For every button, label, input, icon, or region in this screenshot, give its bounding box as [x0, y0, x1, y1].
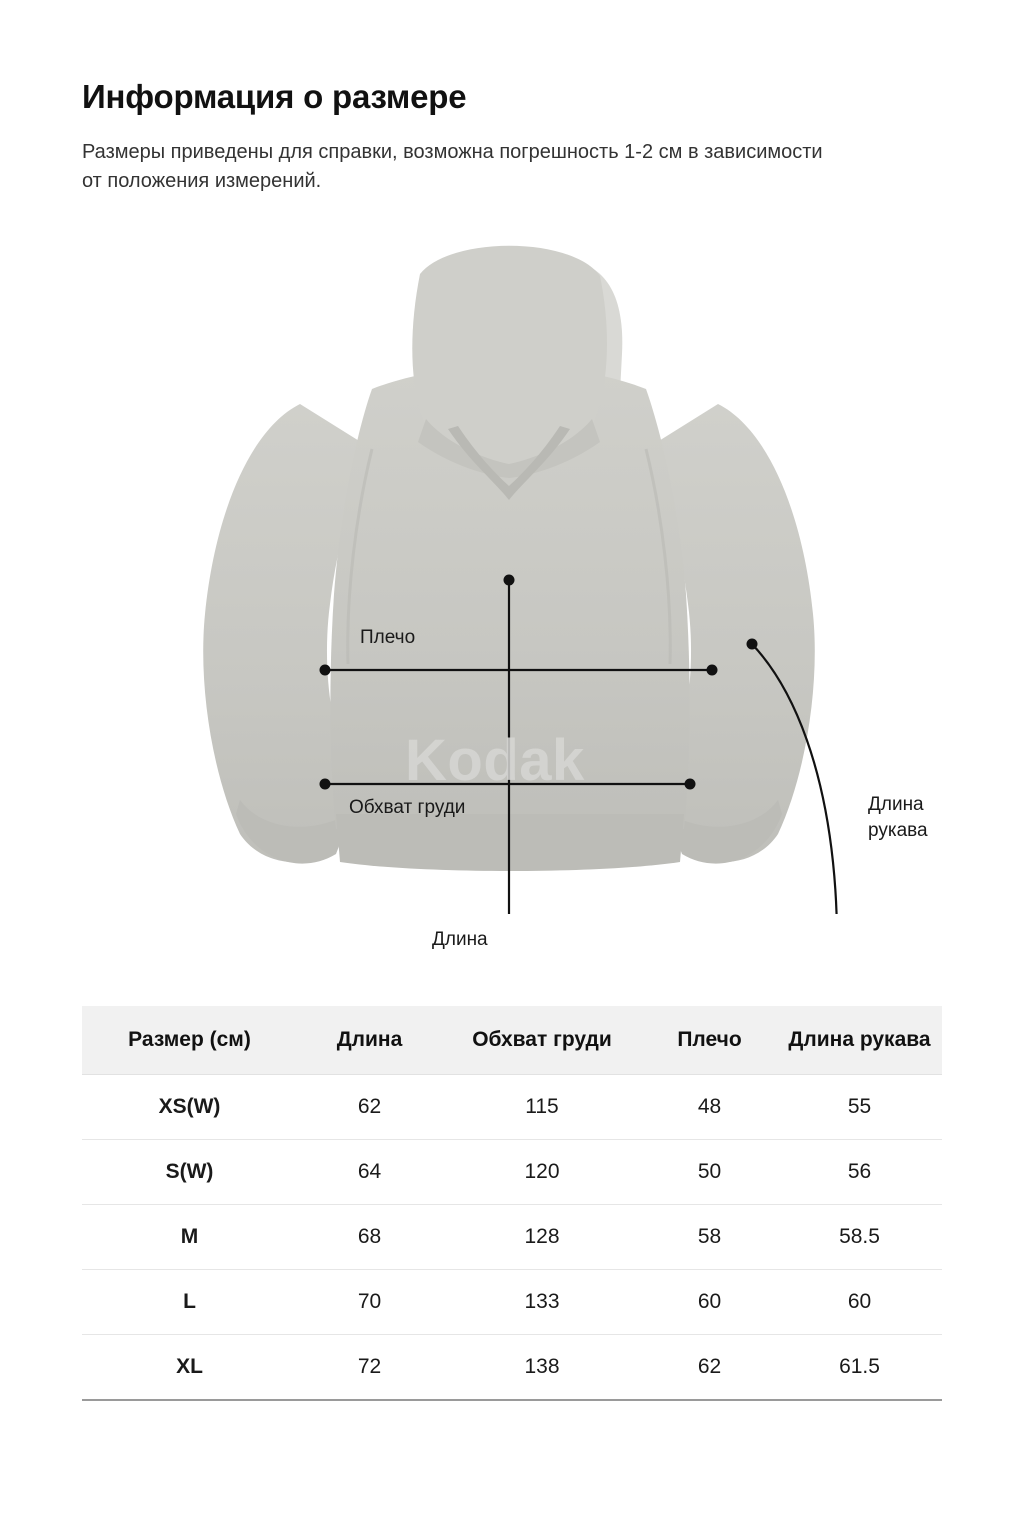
cell-shoulder: 62 — [642, 1335, 777, 1401]
page-title: Информация о размере — [82, 78, 467, 115]
header — [0, 0, 1024, 196]
cell-shoulder: 48 — [642, 1075, 777, 1140]
header-size: Размер (см) — [82, 1006, 297, 1075]
cell-length: 62 — [297, 1075, 442, 1140]
table-row — [82, 1075, 942, 1140]
sleeve-top-dot — [747, 639, 758, 650]
chest-left-dot — [320, 779, 331, 790]
table-row — [82, 1205, 942, 1270]
cell-chest: 138 — [442, 1335, 642, 1401]
cell-sleeve: 55 — [777, 1075, 942, 1140]
cell-length: 72 — [297, 1335, 442, 1401]
cell-sleeve: 58.5 — [777, 1205, 942, 1270]
hoodie-measurement-illustration — [0, 214, 1024, 950]
shoulder-right-dot — [707, 665, 718, 676]
brand-print: Kodak — [405, 728, 585, 793]
cell-size: S(W) — [82, 1140, 297, 1205]
header-chest: Обхват груди — [442, 1006, 642, 1075]
cell-chest: 120 — [442, 1140, 642, 1205]
cell-chest: 128 — [442, 1205, 642, 1270]
page-subtitle: Размеры приведены для справки, возможна погрешность 1-2 см в зависимости от положения измерений. — [82, 141, 823, 192]
cell-length: 64 — [297, 1140, 442, 1205]
cell-shoulder: 60 — [642, 1270, 777, 1335]
cell-sleeve: 56 — [777, 1140, 942, 1205]
cell-chest: 115 — [442, 1075, 642, 1140]
header-length: Длина — [297, 1006, 442, 1075]
size-table — [82, 1006, 942, 1401]
table-header-row — [82, 1006, 942, 1075]
length-top-dot — [504, 575, 515, 586]
cell-size: XL — [82, 1335, 297, 1401]
cell-sleeve: 61.5 — [777, 1335, 942, 1401]
cell-size: L — [82, 1270, 297, 1335]
cell-size: M — [82, 1205, 297, 1270]
cell-shoulder: 50 — [642, 1140, 777, 1205]
header-shoulder: Плечо — [642, 1006, 777, 1075]
shoulder-left-dot — [320, 665, 331, 676]
cell-shoulder: 58 — [642, 1205, 777, 1270]
table-row — [82, 1335, 942, 1401]
sleeve-label-line2: рукава — [868, 819, 928, 841]
cell-length: 68 — [297, 1205, 442, 1270]
cell-chest: 133 — [442, 1270, 642, 1335]
size-table-body — [82, 1075, 942, 1401]
header-sleeve: Длина рукава — [777, 1006, 942, 1075]
table-row — [82, 1270, 942, 1335]
length-label: Длина — [432, 929, 488, 950]
sleeve-label-line1: Длина — [868, 794, 924, 815]
table-row — [82, 1140, 942, 1205]
cell-sleeve: 60 — [777, 1270, 942, 1335]
sleeve-length-label — [868, 792, 928, 843]
cell-length: 70 — [297, 1270, 442, 1335]
size-table-wrapper — [82, 1006, 942, 1401]
cell-size: XS(W) — [82, 1075, 297, 1140]
chest-label: Обхват груди — [349, 797, 466, 818]
chest-right-dot — [685, 779, 696, 790]
size-table-header — [82, 1006, 942, 1075]
shoulder-label: Плечо — [360, 627, 416, 648]
